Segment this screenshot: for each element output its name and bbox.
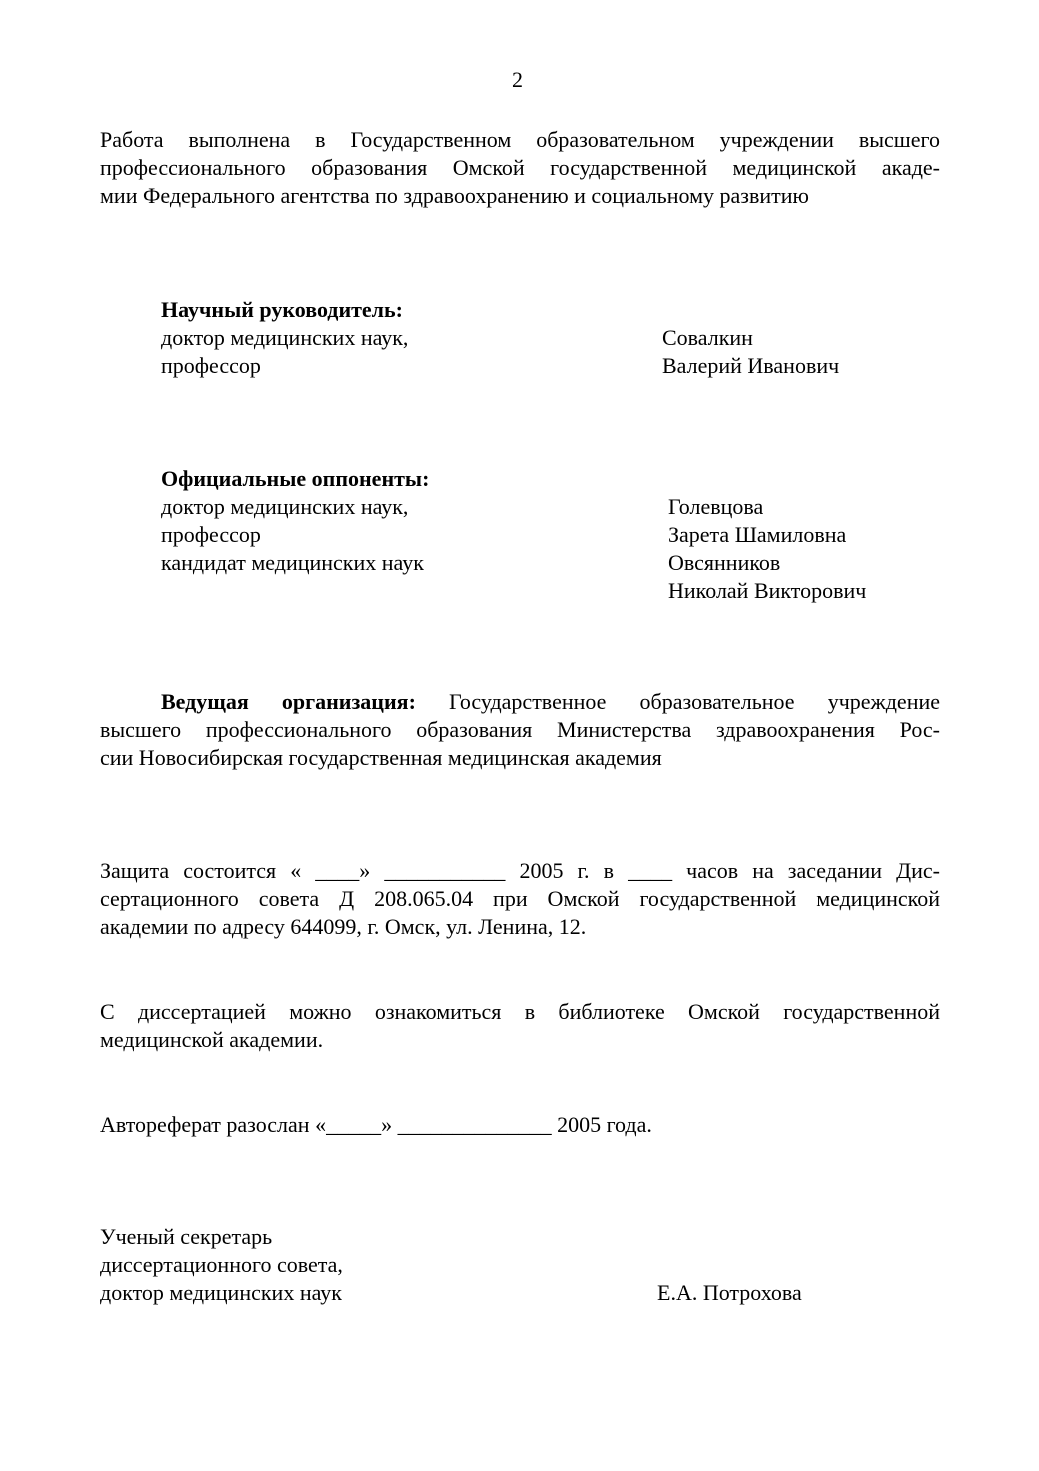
supervisor-title: профессор bbox=[161, 353, 261, 378]
opponent-name: Зарета Шамиловна bbox=[668, 522, 847, 547]
defense-line: Защита состоится « ____» ___________ 2005 г. в ____ часов на заседании Дис- bbox=[100, 858, 940, 883]
lead-org-label: Ведущая организация: bbox=[161, 689, 416, 714]
lead-org-paragraph bbox=[100, 688, 940, 772]
secretary-title: диссертационного совета, bbox=[100, 1252, 343, 1277]
supervisor-title: доктор медицинских наук, bbox=[161, 325, 409, 350]
opponent-name: Овсянников bbox=[668, 550, 781, 575]
opponent-title: доктор медицинских наук, bbox=[161, 494, 409, 519]
defense-line: сертационного совета Д 208.065.04 при Омской государственной медицинской bbox=[100, 886, 940, 911]
institution-paragraph bbox=[100, 126, 940, 210]
opponent-name: Николай Викторович bbox=[668, 578, 867, 603]
institution-line: Работа выполнена в Государственном образовательном учреждении высшего bbox=[100, 127, 940, 152]
defense-line: академии по адресу 644099, г. Омск, ул. Ленина, 12. bbox=[100, 914, 587, 939]
lead-org-line: высшего профессионального образования Министерства здравоохранения Рос- bbox=[100, 717, 940, 742]
library-line: С диссертацией можно ознакомиться в библиотеке Омской государственной bbox=[100, 999, 940, 1024]
supervisor-surname: Совалкин bbox=[662, 325, 753, 350]
opponent-name: Голевцова bbox=[668, 494, 764, 519]
opponents-heading: Официальные оппоненты: bbox=[161, 466, 430, 491]
lead-org-line bbox=[100, 688, 940, 716]
page-number: 2 bbox=[512, 67, 523, 92]
supervisor-heading: Научный руководитель: bbox=[161, 297, 403, 322]
institution-line: мии Федерального агентства по здравоохранению и социальному развитию bbox=[100, 183, 809, 208]
mailed-line: Автореферат разослан «_____» ______________ 2005 года. bbox=[100, 1112, 652, 1137]
defense-paragraph bbox=[100, 857, 940, 941]
institution-line: профессионального образования Омской государственной медицинской акаде- bbox=[100, 155, 940, 180]
opponent-title: профессор bbox=[161, 522, 261, 547]
lead-org-line: сии Новосибирская государственная медицинская академия bbox=[100, 745, 662, 770]
secretary-name: Е.А. Потрохова bbox=[657, 1280, 802, 1305]
secretary-title: доктор медицинских наук bbox=[100, 1280, 342, 1305]
opponent-title: кандидат медицинских наук bbox=[161, 550, 424, 575]
secretary-title: Ученый секретарь bbox=[100, 1224, 273, 1249]
lead-org-text: Государственное образовательное учреждение bbox=[449, 689, 940, 714]
supervisor-given-name: Валерий Иванович bbox=[662, 353, 840, 378]
library-paragraph bbox=[100, 998, 940, 1054]
library-line: медицинской академии. bbox=[100, 1027, 324, 1052]
